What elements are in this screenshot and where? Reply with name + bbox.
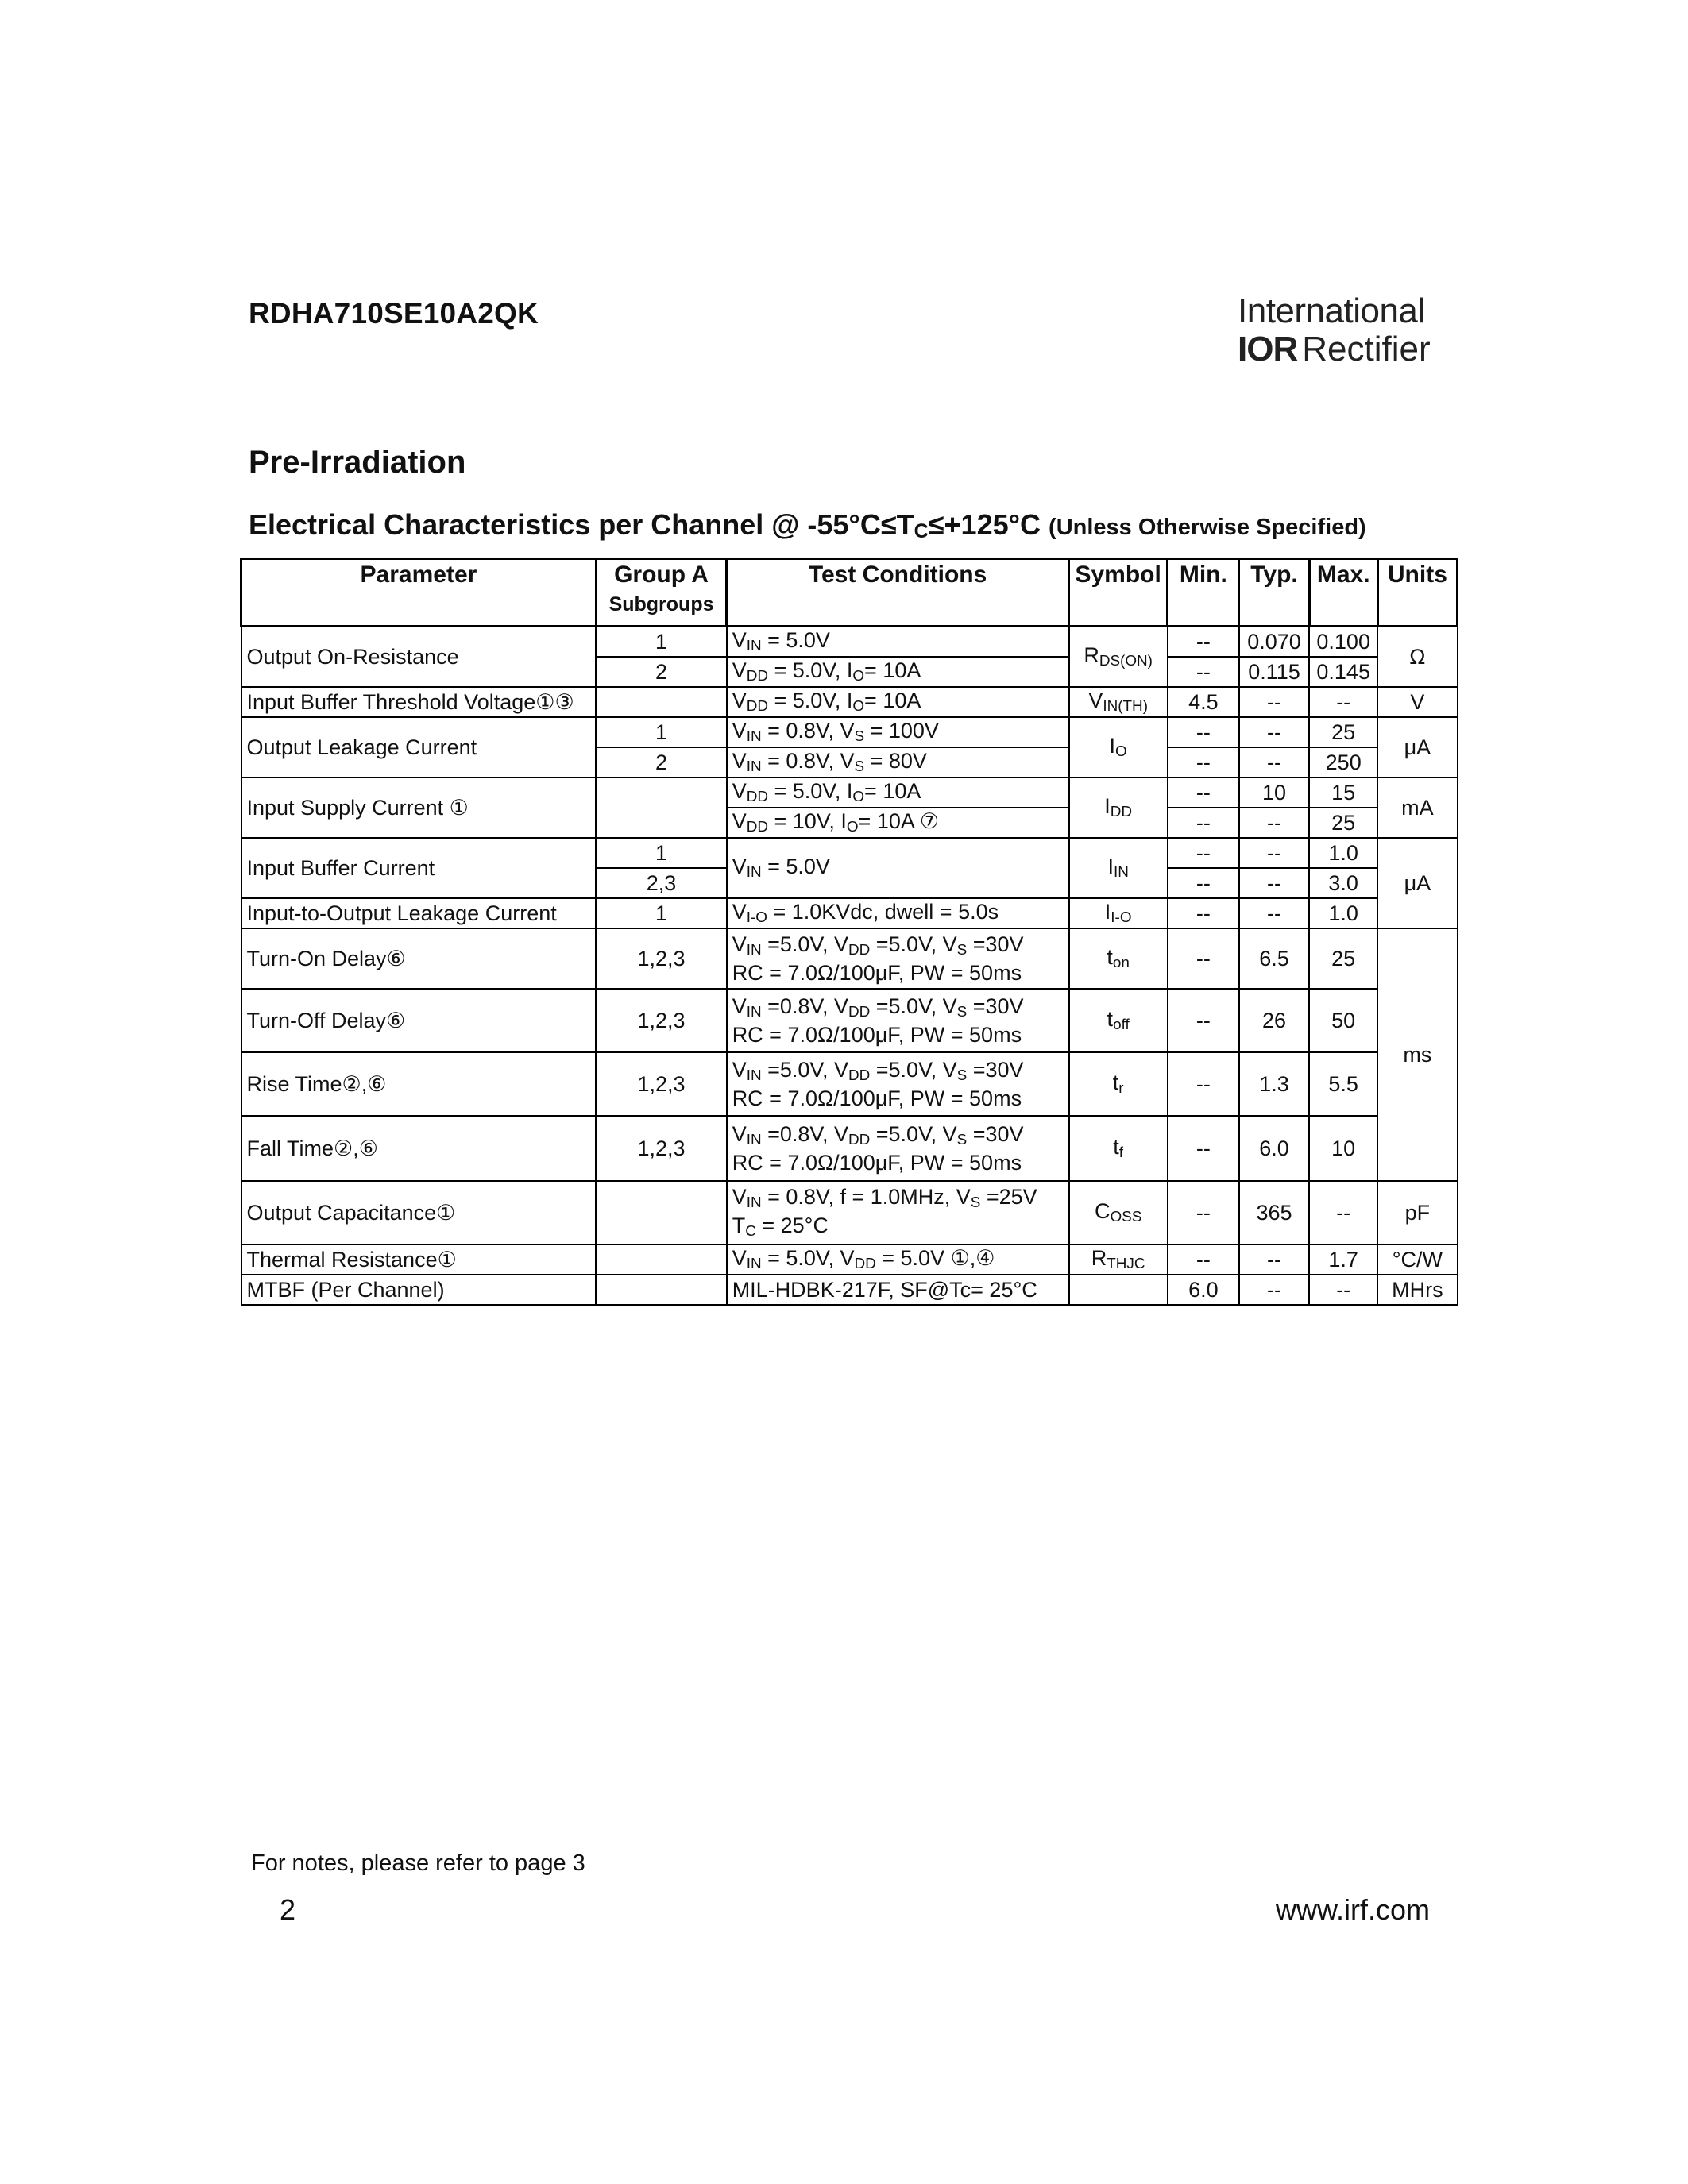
min-cell: -- — [1168, 989, 1239, 1052]
electrical-characteristics-table — [240, 558, 1458, 1306]
typ-cell: 1.3 — [1239, 1052, 1309, 1116]
param-cell: Output Capacitance① — [241, 1181, 597, 1244]
logo-line2 — [1238, 330, 1444, 369]
unit-cell: °C/W — [1377, 1244, 1457, 1275]
section-title: Pre-Irradiation — [249, 445, 466, 480]
table-row — [241, 627, 1458, 658]
symbol-cell: $V_{IN(TH)}$ — [1069, 687, 1168, 717]
typ-cell: 26 — [1239, 989, 1309, 1052]
typ-cell: -- — [1239, 868, 1309, 898]
typ-cell: -- — [1239, 717, 1309, 747]
max-cell: 250 — [1309, 747, 1377, 778]
symbol-cell: $I_O$ — [1069, 717, 1168, 778]
min-cell: -- — [1168, 778, 1239, 808]
min-cell: -- — [1168, 868, 1239, 898]
group-cell — [596, 1275, 726, 1306]
condition-cell: $V_{DD} = 10V$, $I_O= 10A$ ⑦ — [727, 808, 1069, 838]
symbol-cell: $I_{IN}$ — [1069, 838, 1168, 898]
symbol-cell: $I_{I-O}$ — [1069, 898, 1168, 928]
unit-cell: mA — [1377, 778, 1457, 838]
param-cell: Output On-Resistance — [241, 627, 597, 688]
condition-cell: $V_{DD} = 5.0V$, $I_O= 10A$ — [727, 657, 1069, 687]
condition-cell: $V_{IN} = 5.0V$ — [727, 627, 1069, 658]
typ-cell: 10 — [1239, 778, 1309, 808]
max-cell: 25 — [1309, 928, 1377, 989]
typ-cell: 0.115 — [1239, 657, 1309, 687]
condition-cell: MIL-HDBK-217F, SF@Tc= 25°C — [727, 1275, 1069, 1306]
typ-cell: 365 — [1239, 1181, 1309, 1244]
typ-cell: -- — [1239, 808, 1309, 838]
unit-cell: pF — [1377, 1181, 1457, 1244]
min-cell: -- — [1168, 1244, 1239, 1275]
max-cell: 25 — [1309, 808, 1377, 838]
unit-cell: V — [1377, 687, 1457, 717]
condition-cell: $V_{DD} = 5.0V$, $I_O= 10A$ — [727, 687, 1069, 717]
max-cell: -- — [1309, 687, 1377, 717]
condition-cell: $V_{IN} = 0.8V$, $V_S = 80V$ — [727, 747, 1069, 778]
param-cell: Input Buffer Threshold Voltage①③ — [241, 687, 597, 717]
max-cell: -- — [1309, 1181, 1377, 1244]
group-cell: 2 — [596, 747, 726, 778]
min-cell: -- — [1168, 928, 1239, 989]
table-row — [241, 898, 1458, 928]
condition-cell: $V_{IN} =0.8V$, $V_{DD} =5.0V$, $V_S =30V$ RC = 7.0Ω/100μF, PW = 50ms — [727, 1116, 1069, 1181]
typ-cell: 6.0 — [1239, 1116, 1309, 1181]
table-row — [241, 687, 1458, 717]
typ-cell: -- — [1239, 747, 1309, 778]
website-url: www.irf.com — [1276, 1893, 1431, 1926]
condition-cell: $V_{DD} = 5.0V$, $I_O= 10A$ — [727, 778, 1069, 808]
table-row — [241, 1181, 1458, 1244]
max-cell: 3.0 — [1309, 868, 1377, 898]
condition-cell: $V_{IN} = 5.0V$ — [727, 838, 1069, 898]
max-cell: 25 — [1309, 717, 1377, 747]
table-row — [241, 778, 1458, 808]
condition-cell: $V_{IN} = 0.8V$, $V_S = 100V$ — [727, 717, 1069, 747]
table-title: Electrical Characteristics per Channel @ $-55^\circ C\le T_C\le+125^\circ C$ (Unless Otherwise Specified) — [249, 508, 1366, 542]
table-row — [241, 1275, 1458, 1306]
table-row — [241, 1116, 1458, 1181]
table-title-note: (Unless Otherwise Specified) — [1049, 515, 1366, 540]
company-logo — [1238, 292, 1444, 369]
header-conditions: Test Conditions — [727, 559, 1069, 627]
max-cell: 1.7 — [1309, 1244, 1377, 1275]
param-cell: Turn-Off Delay⑥ — [241, 989, 597, 1052]
group-cell — [596, 687, 726, 717]
unit-cell: ms — [1377, 928, 1457, 1181]
param-cell: Thermal Resistance① — [241, 1244, 597, 1275]
typ-cell: -- — [1239, 838, 1309, 868]
condition-cell: $V_{IN} =5.0V$, $V_{DD} =5.0V$, $V_S =30V$ RC = 7.0Ω/100μF, PW = 50ms — [727, 928, 1069, 989]
table-row — [241, 989, 1458, 1052]
group-cell: 1 — [596, 838, 726, 868]
min-cell: 4.5 — [1168, 687, 1239, 717]
max-cell: 5.5 — [1309, 1052, 1377, 1116]
page-number: 2 — [280, 1893, 296, 1926]
logo-rectifier: Rectifier — [1302, 330, 1431, 369]
typ-cell: -- — [1239, 1244, 1309, 1275]
symbol-cell: $I_{DD}$ — [1069, 778, 1168, 838]
group-cell: 1,2,3 — [596, 928, 726, 989]
min-cell: -- — [1168, 838, 1239, 868]
table-row — [241, 928, 1458, 989]
header-group: Group A Subgroups — [596, 559, 726, 627]
unit-cell: μA — [1377, 717, 1457, 778]
max-cell: 10 — [1309, 1116, 1377, 1181]
condition-cell: $V_{IN} = 5.0V$, $V_{DD} = 5.0V$ ①,④ — [727, 1244, 1069, 1275]
min-cell: -- — [1168, 1116, 1239, 1181]
typ-cell: -- — [1239, 687, 1309, 717]
min-cell: -- — [1168, 627, 1239, 658]
max-cell: 1.0 — [1309, 838, 1377, 868]
unit-cell: μA — [1377, 838, 1457, 928]
part-number: RDHA710SE10A2QK — [249, 297, 539, 330]
header-parameter: Parameter — [241, 559, 597, 627]
symbol-cell: $t_{on}$ — [1069, 928, 1168, 989]
max-cell: 0.100 — [1309, 627, 1377, 658]
min-cell: -- — [1168, 808, 1239, 838]
header-max: Max. — [1309, 559, 1377, 627]
header-typ: Typ. — [1239, 559, 1309, 627]
table-row — [241, 1244, 1458, 1275]
param-cell: MTBF (Per Channel) — [241, 1275, 597, 1306]
typ-cell: 0.070 — [1239, 627, 1309, 658]
logo-ior-mark: IOR — [1238, 330, 1298, 369]
group-cell: 1,2,3 — [596, 1116, 726, 1181]
symbol-cell: $R_{DS(ON)}$ — [1069, 627, 1168, 688]
logo-line1: International — [1238, 291, 1425, 330]
group-cell: 1,2,3 — [596, 989, 726, 1052]
table-row — [241, 1052, 1458, 1116]
table-header-row — [241, 559, 1458, 627]
param-cell: Output Leakage Current — [241, 717, 597, 778]
param-cell: Input-to-Output Leakage Current — [241, 898, 597, 928]
symbol-cell: $R_{THJC}$ — [1069, 1244, 1168, 1275]
symbol-cell: $t_f$ — [1069, 1116, 1168, 1181]
min-cell: -- — [1168, 898, 1239, 928]
group-cell: 1 — [596, 627, 726, 658]
symbol-cell: $C_{OSS}$ — [1069, 1181, 1168, 1244]
param-cell: Input Supply Current ① — [241, 778, 597, 838]
min-cell: -- — [1168, 717, 1239, 747]
max-cell: -- — [1309, 1275, 1377, 1306]
typ-cell: -- — [1239, 898, 1309, 928]
min-cell: -- — [1168, 1052, 1239, 1116]
condition-cell: $V_{IN} =0.8V$, $V_{DD} =5.0V$, $V_S =30V$ RC = 7.0Ω/100μF, PW = 50ms — [727, 989, 1069, 1052]
notes-reference: For notes, please refer to page 3 — [251, 1850, 585, 1876]
group-cell: 1,2,3 — [596, 1052, 726, 1116]
max-cell: 50 — [1309, 989, 1377, 1052]
header-units: Units — [1377, 559, 1457, 627]
min-cell: 6.0 — [1168, 1275, 1239, 1306]
param-cell: Turn-On Delay⑥ — [241, 928, 597, 989]
max-cell: 15 — [1309, 778, 1377, 808]
param-cell: Input Buffer Current — [241, 838, 597, 898]
condition-cell: $V_{IN} =5.0V$, $V_{DD} =5.0V$, $V_S =30V$ RC = 7.0Ω/100μF, PW = 50ms — [727, 1052, 1069, 1116]
group-cell: 1 — [596, 717, 726, 747]
table-row — [241, 838, 1458, 868]
header-symbol: Symbol — [1069, 559, 1168, 627]
group-cell — [596, 1181, 726, 1244]
max-cell: 1.0 — [1309, 898, 1377, 928]
unit-cell: Ω — [1377, 627, 1457, 688]
group-cell: 2 — [596, 657, 726, 687]
min-cell: -- — [1168, 747, 1239, 778]
symbol-cell — [1069, 1275, 1168, 1306]
typ-cell: -- — [1239, 1275, 1309, 1306]
group-cell: 2,3 — [596, 868, 726, 898]
table-row — [241, 717, 1458, 747]
unit-cell: MHrs — [1377, 1275, 1457, 1306]
group-cell: 1 — [596, 898, 726, 928]
header-min: Min. — [1168, 559, 1239, 627]
condition-cell: $V_{IN} = 0.8V$, f = 1.0MHz, $V_S =25V$ $T_C = 25^\circ C$ — [727, 1181, 1069, 1244]
param-cell: Fall Time②,⑥ — [241, 1116, 597, 1181]
condition-cell: $V_{I-O}$ = 1.0KVdc, dwell = 5.0s — [727, 898, 1069, 928]
typ-cell: 6.5 — [1239, 928, 1309, 989]
min-cell: -- — [1168, 657, 1239, 687]
symbol-cell: $t_r$ — [1069, 1052, 1168, 1116]
max-cell: 0.145 — [1309, 657, 1377, 687]
group-cell — [596, 1244, 726, 1275]
group-cell — [596, 778, 726, 838]
param-cell: Rise Time②,⑥ — [241, 1052, 597, 1116]
min-cell: -- — [1168, 1181, 1239, 1244]
symbol-cell: $t_{off}$ — [1069, 989, 1168, 1052]
